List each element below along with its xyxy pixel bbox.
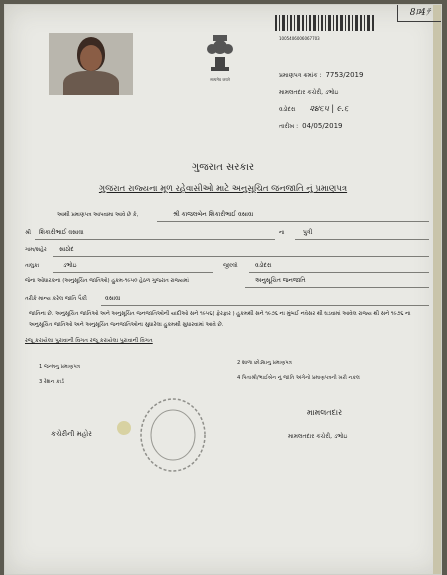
field-line: [157, 221, 429, 222]
village-label: ગામ/શહેર: [25, 247, 47, 253]
signatory-office: મામલતદાર કચેરી, ડભોઇ: [288, 433, 348, 440]
office-stamp-icon: [137, 389, 209, 473]
stain: [117, 421, 131, 435]
tribe-label: જેના ઓધારકના (અનુસૂચિત જાતિઓ) હુકમ-૧૯૫૦ હેઠળ ગુજરાત રાજ્યમાં: [25, 278, 189, 284]
state-emblem-icon: [197, 27, 243, 79]
meta-label: પ્રમાણપત્ર ક્રમાંક :: [279, 72, 322, 79]
certificate-page: [4, 4, 442, 575]
taluka-label: તાલુકા: [25, 263, 40, 269]
caste-label: તરીકે માન્ય કરેલ જાતિ પૈકી: [25, 296, 87, 302]
field-line: [249, 272, 429, 273]
field-line: [245, 287, 429, 288]
evidence-item: 4 પિતાશ્રી/ભાઈબેન નું જાતિ અંગેનો પ્રમાણપત્રની ખરી નકલ: [237, 375, 360, 381]
tribe-value: અનુસૂચિત જનજાતિ: [255, 277, 306, 284]
evidence-title: રજૂ કરાયેલા પુરાવાની વિગત રજૂ કરાયેલા પુરાવાની વિગત: [25, 338, 153, 344]
intro-text: આથી પ્રમાણપત્ર આપવામા આવે છે કે,: [57, 212, 139, 218]
evidence-item: 1 જન્મનુ પ્રમાણપત્ર: [39, 364, 81, 370]
na-label: ના: [279, 230, 285, 236]
emblem-caption: सत्यमेव जयते: [210, 77, 230, 82]
photo-face: [80, 45, 102, 71]
corner-handwritten-note: 8ﾛ4ﾃ: [397, 5, 442, 22]
page-title: ગુજરાત સરકાર: [191, 162, 255, 173]
paper-edge: [433, 5, 441, 574]
meta-value: 7753/2019: [325, 71, 364, 79]
meta-row-office: [279, 89, 338, 97]
district-label: જીલ્લો: [223, 263, 238, 269]
caste-value: વસાવા: [105, 295, 121, 302]
field-line: [53, 256, 429, 257]
photo-body: [63, 71, 119, 95]
office-seal-label: કચેરીની મહોર: [51, 430, 92, 438]
village-value: સાઠોદ: [59, 246, 74, 253]
shri-label: શ્રી: [25, 230, 31, 236]
relation-value: પુત્રી: [303, 229, 313, 236]
district-value: વડોદરા: [255, 262, 272, 269]
applicant-name: શ્રી કાજલબેન શિકારીભાઈ વસાવા: [173, 211, 254, 218]
applicant-photo: [49, 33, 133, 95]
certificate-paragraph: જાતિના છે. અનુસૂચિત જાતિઓ અને અનુસૂચિત જનજાતિઓની યાદીઓ સને ૧૯૫૬( ફેરફાર ) હુકમથી સને ૧૯૭૬ ના મુંબઈ નવેસર થી ઘડવામાં આવેલ રાજ્ય થી સને ૧૯૭૬ ના અનુસૂચિત જાતિઓ અને અનુસૂચિત જનજાતિઓના સુધારેલા હુકમથી સુધારવામાં આવે છે.: [29, 311, 411, 328]
signatory-title: મામલતદાર: [307, 408, 343, 417]
certificate-number: 1005406006067703: [279, 36, 320, 41]
taluka-value: ડભોઇ: [63, 262, 77, 269]
meta-value: ૨૪૬૫ | ૯.૬: [309, 104, 349, 113]
meta-row-date: [279, 122, 343, 131]
father-name: શિકારીભાઈ વસાવા: [39, 229, 84, 236]
meta-label: વડોદરા: [279, 106, 296, 113]
field-line: [35, 239, 275, 240]
meta-row-number: [279, 71, 363, 80]
meta-row-outward: [279, 104, 348, 114]
evidence-item: 2 શાળા છોડ્યાનુ પ્રમાણપત્ર: [237, 360, 292, 366]
barcode-icon: [275, 15, 375, 31]
meta-label: તારીખ :: [279, 123, 299, 130]
meta-value: 04/05/2019: [302, 122, 343, 130]
page-subtitle: ગુજરાત રાજ્યના મૂળ રહેવાસીઓ માટે અનુસૂચિત જનજાતિ નું પ્રમાણપત્ર: [98, 184, 348, 194]
meta-label: મામલતદાર કચેરી, ડભોઇ: [279, 89, 339, 96]
field-line: [101, 305, 429, 306]
evidence-item: 3 રેશન કાર્ડ: [39, 379, 64, 385]
field-line: [295, 239, 429, 240]
field-line: [53, 272, 213, 273]
